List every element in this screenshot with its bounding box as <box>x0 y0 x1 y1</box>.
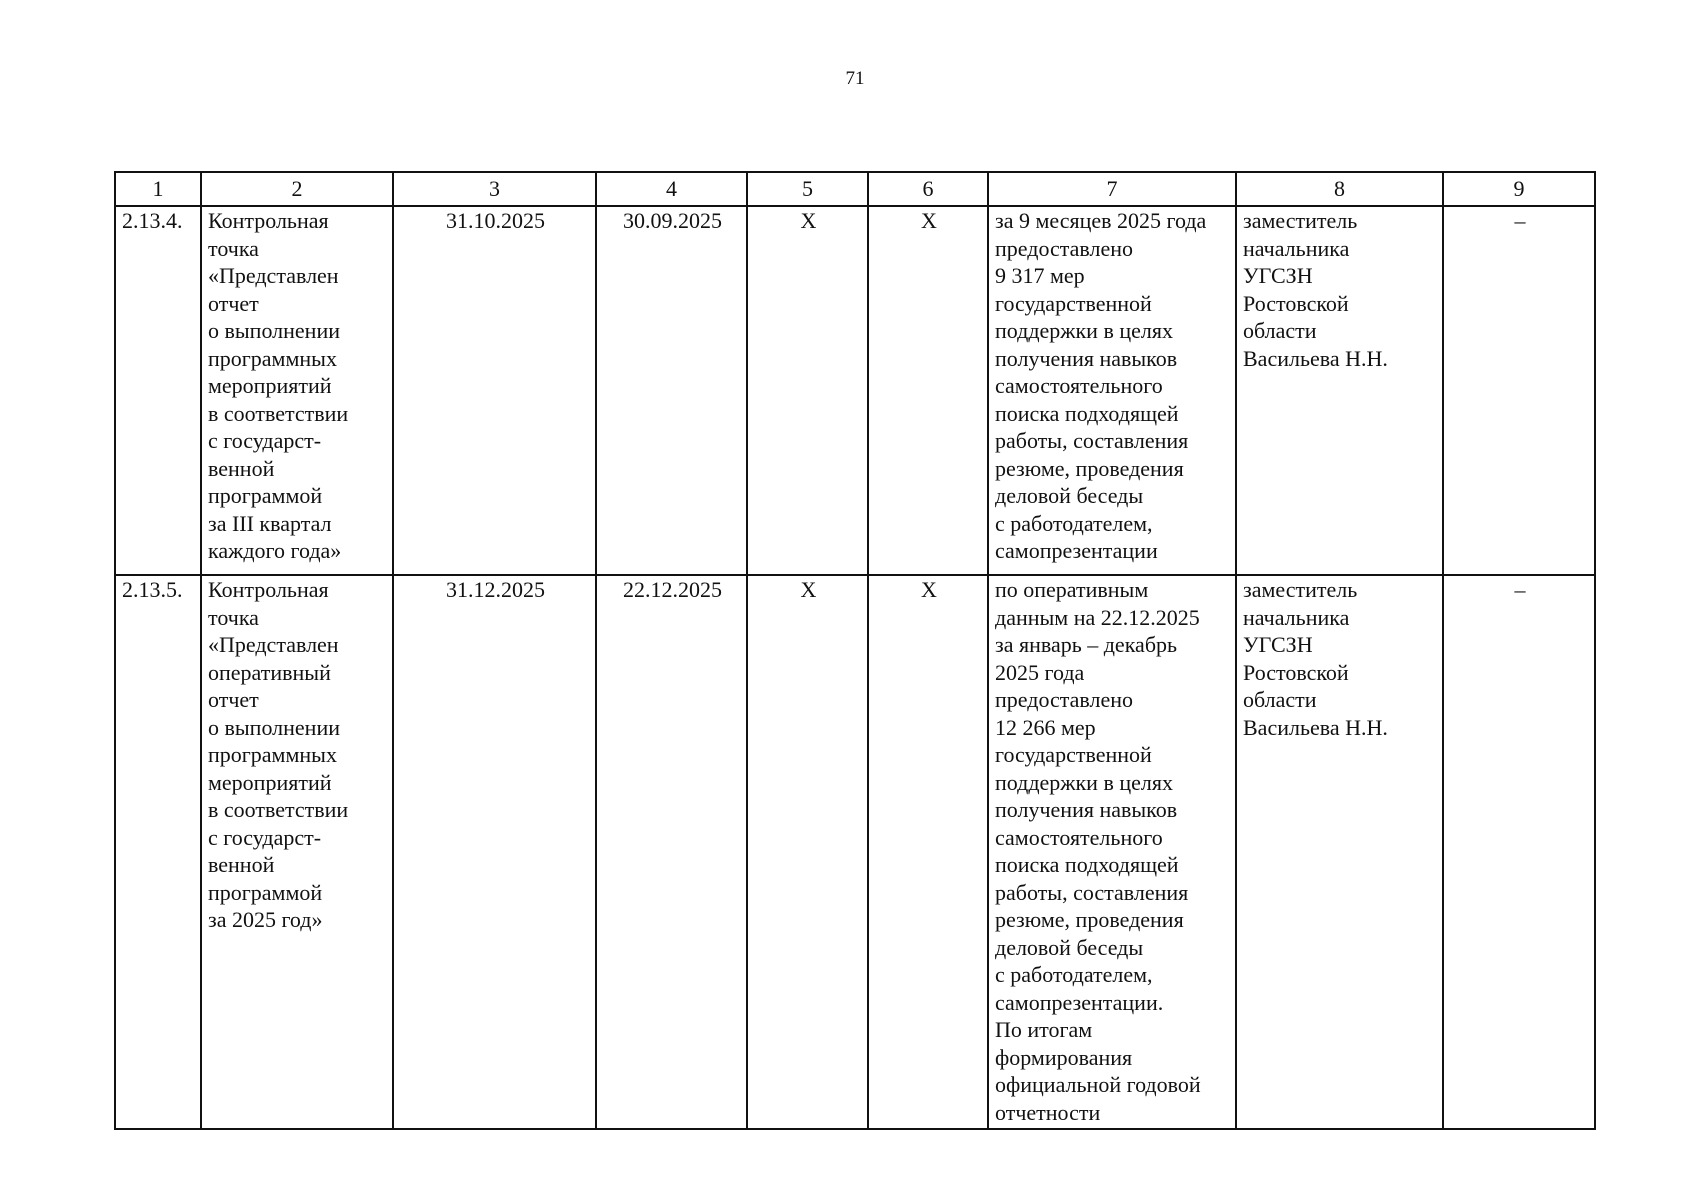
col5-cell: X <box>747 206 868 575</box>
plan-date-cell: 31.10.2025 <box>393 206 596 575</box>
table-row <box>115 206 1595 575</box>
result-cell: по оперативным данным на 22.12.2025 за январь – декабрь 2025 года предоставлено 12 266 мер государственной поддержки в целях получения навыков самостоятельного поиска подходящей работы, составления резюме, проведения деловой беседы с работодателем, самопрезентации. По итогам формирования официальной годовой отчетности <box>988 575 1236 1129</box>
report-table <box>114 171 1596 1130</box>
header-cell: 2 <box>201 172 393 206</box>
header-cell: 6 <box>868 172 988 206</box>
col9-cell: – <box>1443 575 1595 1129</box>
header-cell: 7 <box>988 172 1236 206</box>
responsible-cell: заместитель начальника УГСЗН Ростовской области Васильева Н.Н. <box>1236 206 1443 575</box>
header-cell: 1 <box>115 172 201 206</box>
result-cell: за 9 месяцев 2025 года предоставлено 9 317 мер государственной поддержки в целях получения навыков самостоятельного поиска подходящей работы, составления резюме, проведения деловой беседы с работодателем, самопрезентации <box>988 206 1236 575</box>
event-name-cell: Контрольная точка «Представлен оперативный отчет о выполнении программных мероприятий в соответствии с государст- венной программой за 2025 год» <box>201 575 393 1129</box>
fact-date-cell: 22.12.2025 <box>596 575 747 1129</box>
header-cell: 8 <box>1236 172 1443 206</box>
header-cell: 4 <box>596 172 747 206</box>
fact-date-cell: 30.09.2025 <box>596 206 747 575</box>
row-number-cell: 2.13.4. <box>115 206 201 575</box>
row-number-cell: 2.13.5. <box>115 575 201 1129</box>
table-row <box>115 575 1595 1129</box>
col9-cell: – <box>1443 206 1595 575</box>
responsible-cell: заместитель начальника УГСЗН Ростовской области Васильева Н.Н. <box>1236 575 1443 1129</box>
event-name-cell: Контрольная точка «Представлен отчет о выполнении программных мероприятий в соответствии с государст- венной программой за III квартал каждого года» <box>201 206 393 575</box>
col6-cell: X <box>868 206 988 575</box>
col5-cell: X <box>747 575 868 1129</box>
header-cell: 5 <box>747 172 868 206</box>
table-header-row <box>115 172 1595 206</box>
col6-cell: X <box>868 575 988 1129</box>
plan-date-cell: 31.12.2025 <box>393 575 596 1129</box>
header-cell: 3 <box>393 172 596 206</box>
header-cell: 9 <box>1443 172 1595 206</box>
page-number: 71 <box>845 68 865 89</box>
